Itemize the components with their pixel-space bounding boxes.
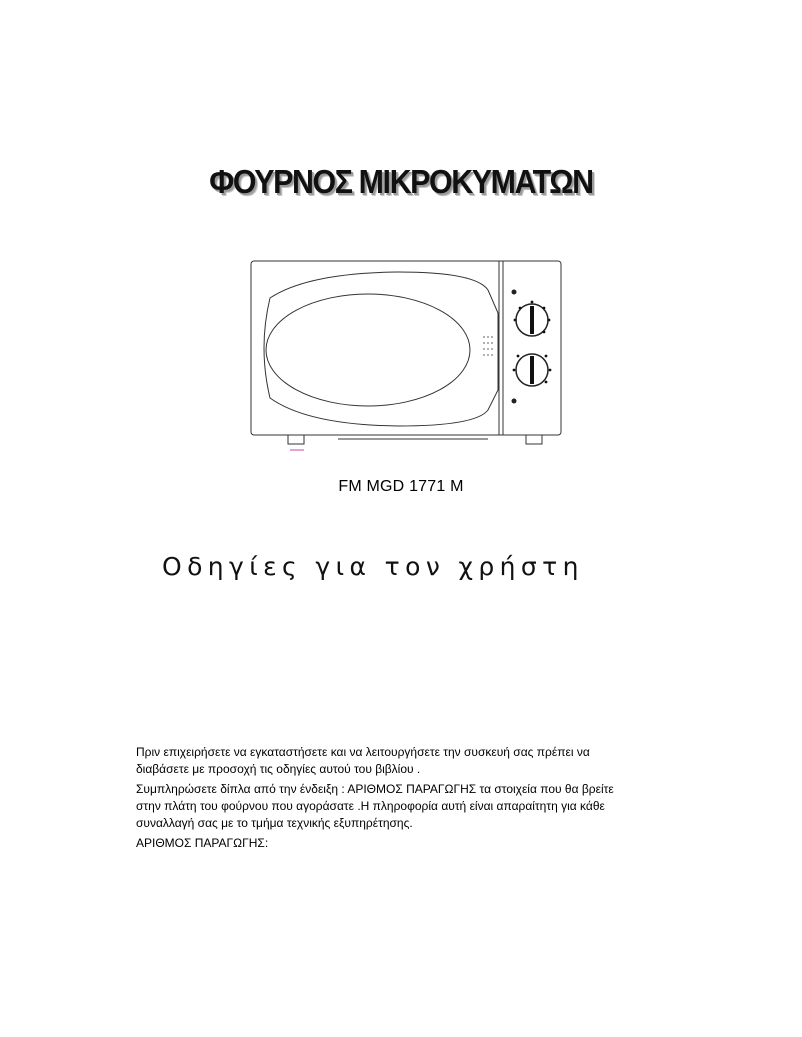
oven-body xyxy=(251,261,561,435)
microwave-oven-illustration xyxy=(248,258,566,454)
serial-number-label: ΑΡΙΘΜΟΣ ΠΑΡΑΓΩΓΗΣ: xyxy=(136,836,269,850)
instructions-block xyxy=(136,744,676,855)
timer-dial-icon xyxy=(513,354,552,386)
door-window xyxy=(266,294,470,406)
oven-foot-left xyxy=(288,435,304,444)
user-guide-heading: Οδηγίες για τον χρήστη xyxy=(162,552,584,581)
read-instructions-text: Πριν επιχειρήσετε να εγκαταστήσετε και να λειτουργήσετε την συσκευή σας πρέπει να διαβάσετε με προσοχή τις οδηγίες αυτού του βιβλίου . xyxy=(136,745,590,776)
door-frame xyxy=(264,272,498,426)
model-number: FM MGD 1771 M xyxy=(338,478,464,495)
power-dial-icon xyxy=(514,301,551,336)
serial-instructions-text: Συμπληρώσετε δίπλα από την ένδειξη : ΑΡΙΘΜΟΣ ΠΑΡΑΓΩΓΗΣ τα στοιχεία που θα βρείτε στην πλάτη του φούρνου που αγοράσατε .Η πληροφορία αυτή είναι απαραίτητη για κάθε συναλλαγή σας με το τμήμα τεχνικής εξυπηρέτησης. xyxy=(136,782,614,830)
document-title: ΦΟΥΡΝΟΣ ΜΙΚΡΟΚΥΜΑΤΩΝ xyxy=(209,163,593,200)
oven-foot-right xyxy=(526,435,542,444)
